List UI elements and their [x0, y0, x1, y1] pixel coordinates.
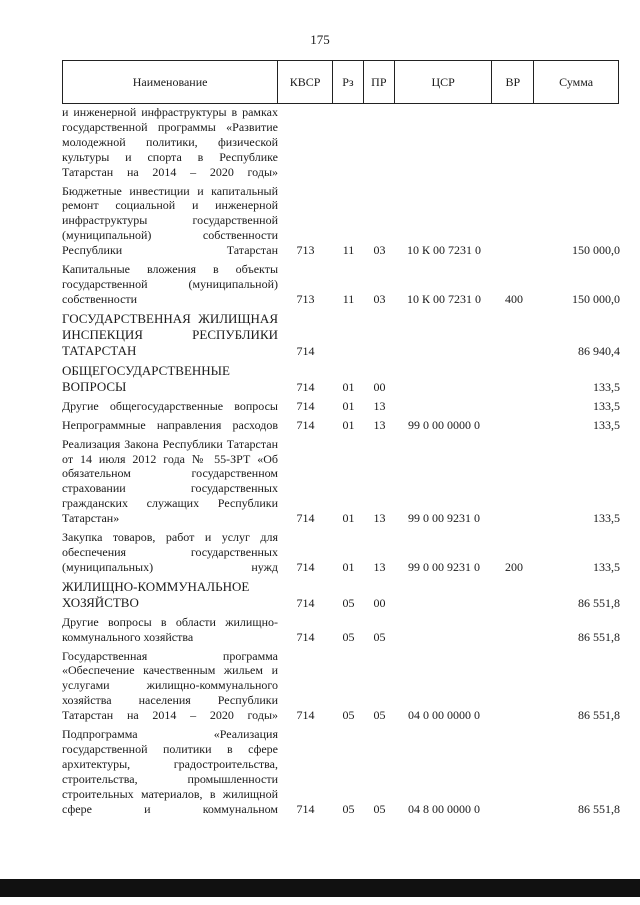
row-name: ГОСУДАРСТВЕННАЯ ЖИЛИЩНАЯ ИНСПЕКЦИЯ РЕСПУБЛИКИ ТАТАРСТАН [62, 310, 278, 358]
row-rz: 01 [342, 379, 355, 394]
header-csr: ЦСР [395, 61, 493, 103]
table-row [62, 530, 622, 575]
table-body [62, 105, 622, 817]
header-pr: ПР [364, 61, 395, 103]
header-name: Наименование [63, 61, 278, 103]
row-rz: 05 [342, 595, 355, 610]
table-row [62, 262, 622, 307]
row-vr: 200 [505, 559, 523, 574]
table-row [62, 363, 622, 395]
row-rz: 01 [342, 417, 355, 432]
row-sum: 86 551,8 [578, 801, 620, 816]
row-pr: 03 [373, 291, 386, 306]
row-pr: 03 [373, 243, 386, 258]
row-kvsr: 714 [296, 343, 315, 358]
row-pr: 00 [373, 595, 386, 610]
header-kvsr: КВСР [278, 61, 333, 103]
row-pr: 05 [373, 708, 386, 723]
row-rz: 11 [342, 291, 355, 306]
row-pr: 13 [373, 511, 386, 526]
row-csr: 04 8 00 0000 0 [408, 801, 480, 816]
row-rz: 11 [342, 243, 355, 258]
row-kvsr: 714 [296, 417, 315, 432]
table-header [62, 60, 619, 104]
row-pr: 13 [373, 417, 386, 432]
row-pr: 05 [373, 629, 386, 644]
row-kvsr: 714 [296, 511, 315, 526]
row-sum: 133,5 [593, 417, 620, 432]
row-rz: 05 [342, 629, 355, 644]
header-vr: ВР [492, 61, 534, 103]
row-vr: 400 [505, 291, 523, 306]
table-row [62, 311, 622, 359]
row-name: Подпрограмма «Реализация государственной политики в сфере архитектуры, градостроительства, строительства, промышленности строительных материалов, в жилищной сфере и коммунальном [62, 727, 278, 816]
row-name: Другие общегосударственные вопросы [62, 398, 278, 413]
row-rz: 05 [342, 708, 355, 723]
row-pr: 00 [373, 379, 386, 394]
row-csr: 99 0 00 0000 0 [408, 417, 480, 432]
row-kvsr: 713 [296, 291, 315, 306]
row-sum: 133,5 [593, 379, 620, 394]
row-pr: 13 [373, 398, 386, 413]
table-row [62, 615, 622, 645]
row-csr: 10 К 00 7231 0 [406, 291, 481, 306]
header-sum: Сумма [559, 74, 594, 89]
row-rz: 01 [342, 398, 355, 413]
row-sum: 86 551,8 [578, 629, 620, 644]
row-name: Другие вопросы в области жилищно-коммунального хозяйства [62, 614, 278, 644]
table-row [62, 727, 622, 816]
row-sum: 133,5 [593, 398, 620, 413]
row-sum: 133,5 [593, 559, 620, 574]
row-sum: 86 551,8 [578, 595, 620, 610]
page-number: 175 [310, 32, 330, 47]
row-kvsr: 714 [296, 708, 315, 723]
row-name: ОБЩЕГОСУДАРСТВЕННЫЕ ВОПРОСЫ [62, 362, 230, 394]
table-row [62, 184, 622, 259]
row-name: Капитальные вложения в объекты государственной (муниципальной) собственности [62, 262, 278, 306]
table-row [62, 105, 622, 180]
header-rz: Рз [333, 61, 364, 103]
row-csr: 10 К 00 7231 0 [406, 243, 481, 258]
row-name: Реализация Закона Республики Татарстан от 14 июля 2012 года № 55-ЗРТ «Об обязательном государственном страховании государственных гражданских служащих Республики Татарстан» [62, 436, 278, 526]
row-kvsr: 714 [296, 379, 315, 394]
scan-edge-bar [0, 879, 640, 897]
row-kvsr: 714 [296, 559, 315, 574]
row-kvsr: 714 [296, 629, 315, 644]
row-kvsr: 713 [296, 243, 315, 258]
row-kvsr: 714 [296, 801, 315, 816]
row-csr: 99 0 00 9231 0 [408, 511, 480, 526]
row-name: Государственная программа «Обеспечение качественным жильем и услугами жилищно-коммунального хозяйства населения Республики Татарстан на 2014 – 2020 годы» [62, 648, 278, 723]
table-row [62, 418, 622, 433]
row-pr: 13 [373, 559, 386, 574]
row-csr: 99 0 00 9231 0 [408, 559, 480, 574]
table-row [62, 437, 622, 526]
row-kvsr: 714 [296, 595, 315, 610]
row-pr: 05 [373, 801, 386, 816]
row-sum: 150 000,0 [572, 291, 620, 306]
row-sum: 86 551,8 [578, 708, 620, 723]
row-sum: 133,5 [593, 511, 620, 526]
row-name: ЖИЛИЩНО-КОММУНАЛЬНОЕ ХОЗЯЙСТВО [62, 578, 250, 610]
row-rz: 01 [342, 559, 355, 574]
row-rz: 01 [342, 511, 355, 526]
table-row [62, 579, 622, 611]
row-rz: 05 [342, 801, 355, 816]
row-kvsr: 714 [296, 398, 315, 413]
row-name: Закупка товаров, работ и услуг для обеспечения государственных (муниципальных) нужд [62, 530, 278, 574]
row-sum: 86 940,4 [578, 343, 620, 358]
row-name: и инженерной инфраструктуры в рамках государственной программы «Развитие молодежной политики, физической культуры и спорта в Республике Татарстан на 2014 – 2020 годы» [62, 105, 278, 179]
row-name: Бюджетные инвестиции и капитальный ремонт социальной и инженерной инфраструктуры государственной (муниципальной) собственности Республики Татарстан [62, 183, 278, 258]
row-sum: 150 000,0 [572, 243, 620, 258]
row-name: Непрограммные направления расходов [62, 417, 278, 432]
row-csr: 04 0 00 0000 0 [408, 708, 480, 723]
table-row [62, 649, 622, 724]
table-row [62, 399, 622, 414]
